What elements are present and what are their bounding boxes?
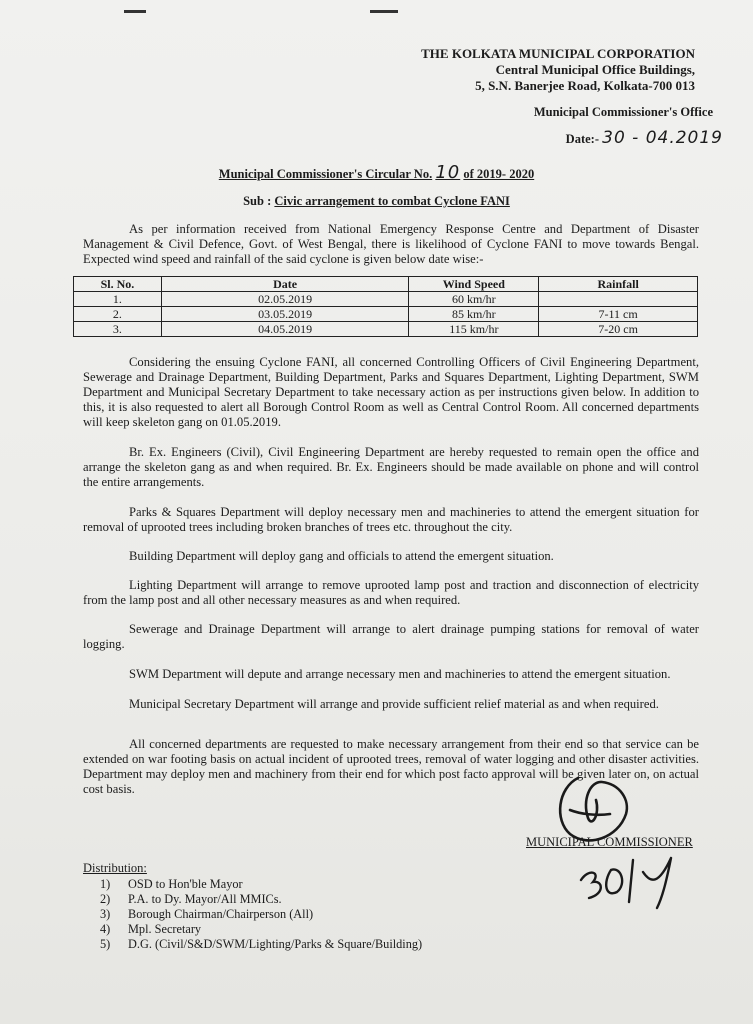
subject-text: Civic arrangement to combat Cyclone FANI (274, 194, 510, 208)
body-paragraph: Sewerage and Drainage Department will arrange to alert drainage pumping stations for removal of water logging. (83, 622, 699, 651)
col-header: Rainfall (539, 277, 698, 292)
list-item: 3) Borough Chairman/Chairperson (All) (100, 907, 314, 921)
table-cell: 03.05.2019 (161, 307, 409, 322)
table-row (74, 307, 698, 322)
handwritten-initials (575, 850, 685, 910)
table-row (74, 322, 698, 337)
col-header: Wind Speed (409, 277, 539, 292)
scan-mark (124, 10, 146, 13)
body-paragraph: Br. Ex. Engineers (Civil), Civil Engineering Department are hereby requested to remain open the office and arrange the skeleton gang as and when required. Br. Ex. Engineers should be made available on phone and will control the entire arrangements. (83, 445, 699, 489)
subject-line (0, 194, 753, 209)
table-cell: 7-11 cm (539, 307, 698, 322)
table-cell: 115 km/hr (409, 322, 539, 337)
date-value: 30 - 04.2019 (602, 128, 723, 148)
list-item: 5) D.G. (Civil/S&D/SWM/Lighting/Parks & Square/Building) (100, 937, 423, 951)
body-paragraph: Lighting Department will arrange to remove uprooted lamp post and traction and disconnection of electricity from the lamp post and all other necessary measures as and when required. (83, 578, 699, 607)
office-name: Municipal Commissioner's Office (533, 105, 713, 119)
date-line (566, 128, 723, 148)
table-cell (539, 292, 698, 307)
list-item: 2) P.A. to Dy. Mayor/All MMICs. (100, 892, 282, 906)
body-paragraph: Building Department will deploy gang and officials to attend the emergent situation. (129, 549, 554, 563)
table-cell: 04.05.2019 (161, 322, 409, 337)
cyclone-forecast-table (73, 276, 698, 337)
body-paragraph: SWM Department will depute and arrange necessary men and machineries to attend the emergent situation. (129, 667, 671, 681)
body-paragraph: Municipal Secretary Department will arrange and provide sufficient relief material as and when required. (129, 697, 659, 711)
distribution-heading: Distribution: (83, 861, 147, 875)
circular-suffix: of 2019- 2020 (463, 167, 535, 181)
signatory-title: MUNICIPAL COMMISSIONER (526, 835, 693, 849)
table-cell: 7-20 cm (539, 322, 698, 337)
table-cell: 60 km/hr (409, 292, 539, 307)
table-row (74, 292, 698, 307)
body-paragraph: All concerned departments are requested to make necessary arrangement from their end so that service can be extended on war footing basis on actual incident of uprooted trees, removal of water logging and other disaster activities. Department may deploy men and machinery from their end for which post facto approval will be given later on, on actual cost basis. (83, 737, 699, 796)
col-header: Sl. No. (74, 277, 162, 292)
letterhead (421, 46, 695, 94)
table-header-row (74, 277, 698, 292)
body-paragraph: Considering the ensuing Cyclone FANI, all concerned Controlling Officers of Civil Engineering Department, Sewerage and Drainage Department, Building Department, Parks and Squares Department, Lighting Department, SWM Department and Municipal Secretary Department to take necessary action as per instructions given below. In addition to this, it is also requested to alert all Borough Control Room as well as Central Control Room. All concerned departments will keep skeleton gang on 01.05.2019. (83, 355, 699, 429)
subject-label: Sub : (243, 194, 272, 208)
circular-title (0, 162, 753, 183)
col-header: Date (161, 277, 409, 292)
circular-number: 10 (435, 162, 461, 183)
table-cell: 02.05.2019 (161, 292, 409, 307)
table-cell: 2. (74, 307, 162, 322)
distribution-list (100, 877, 422, 952)
circular-prefix: Municipal Commissioner's Circular No. (218, 167, 433, 181)
list-item: 4) Mpl. Secretary (100, 922, 202, 936)
body-paragraph: Parks & Squares Department will deploy necessary men and machineries to attend the emergent situation for removal of uprooted trees including broken branches of trees etc. throughout the city. (83, 505, 699, 534)
org-name: THE KOLKATA MUNICIPAL CORPORATION (421, 46, 695, 61)
building-name: Central Municipal Office Buildings, (495, 62, 695, 77)
date-label: Date:- (565, 132, 599, 146)
address: 5, S.N. Banerjee Road, Kolkata-700 013 (475, 78, 695, 93)
intro-paragraph: As per information received from National Emergency Response Centre and Department of Disaster Management & Civil Defence, Govt. of West Bengal, there is likelihood of Cyclone FANI to move towards Bengal. Expected wind speed and rainfall of the said cyclone is given below date wise:- (83, 222, 699, 266)
list-item: 1) OSD to Hon'ble Mayor (100, 877, 243, 891)
table-cell: 85 km/hr (409, 307, 539, 322)
scan-mark (370, 10, 398, 13)
table-cell: 3. (74, 322, 162, 337)
table-cell: 1. (74, 292, 162, 307)
